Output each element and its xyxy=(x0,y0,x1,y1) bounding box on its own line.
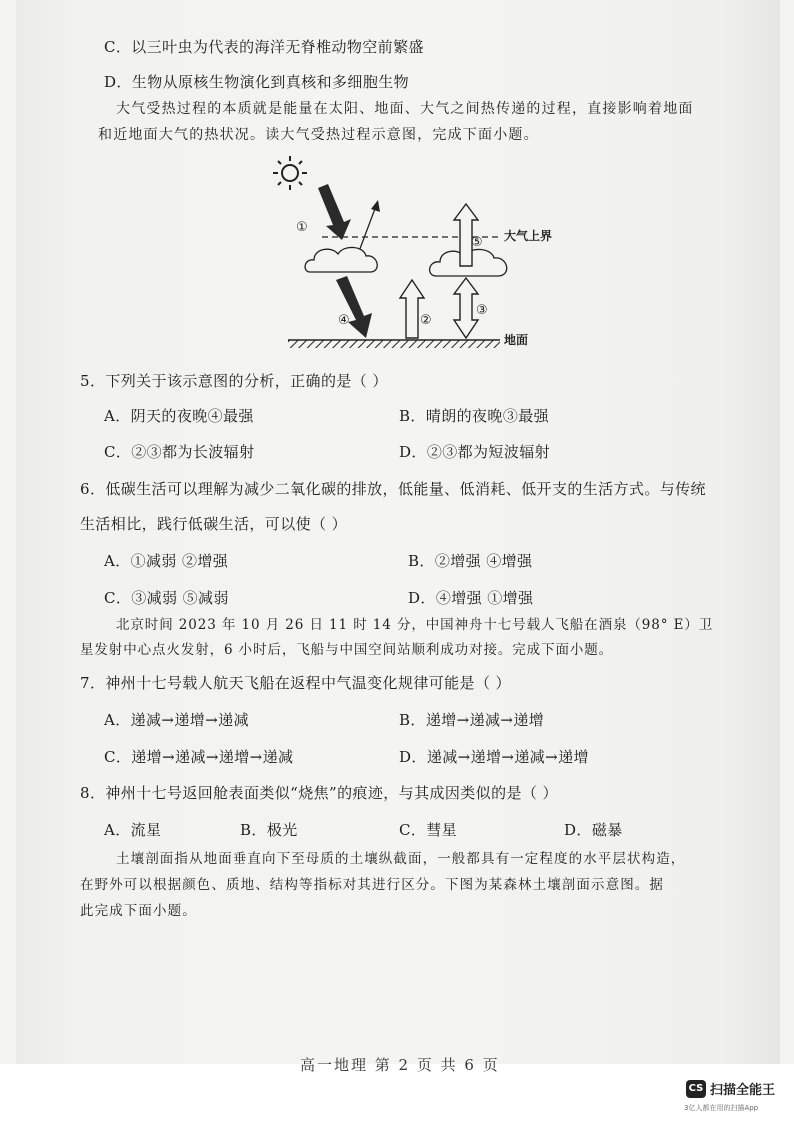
label-2: ② xyxy=(420,313,432,328)
q5-option-a: A．阴天的夜晚④最强 xyxy=(104,407,254,425)
q7-option-a: A．递减→递增→递减 xyxy=(104,711,249,729)
arrow-4-atmospheric-counter-radiation xyxy=(336,276,372,338)
intro2-line2: 星发射中心点火发射，6 小时后，飞船与中国空间站顺利成功对接。完成下面小题。 xyxy=(80,642,614,658)
q5-option-d: D．②③都为短波辐射 xyxy=(399,443,551,461)
page-number: 高一地理 第 2 页 共 6 页 xyxy=(300,1056,500,1074)
q8-option-d: D．磁暴 xyxy=(564,821,623,839)
q5-option-b: B．晴朗的夜晚③最强 xyxy=(399,407,550,425)
atmospheric-heating-diagram xyxy=(252,148,572,358)
intro-paragraph-1 xyxy=(116,96,694,122)
q8-option-c: C．彗星 xyxy=(399,821,458,839)
q5-option-c: C．②③都为长波辐射 xyxy=(104,443,255,461)
label-4: ④ xyxy=(338,313,350,328)
q7-stem: 7．神州十七号载人航天飞船在返程中气温变化规律可能是（ ） xyxy=(80,674,511,692)
q6-stem-line1: 6．低碳生活可以理解为减少二氧化碳的排放，低能量、低消耗、低开支的生活方式。与传统 xyxy=(80,480,706,498)
q8-stem: 8．神州十七号返回舱表面类似“烧焦”的痕迹，与其成因类似的是（ ） xyxy=(80,784,558,802)
label-1: ① xyxy=(296,220,308,235)
label-3: ③ xyxy=(476,303,488,318)
arrow-reflection-head xyxy=(371,200,380,212)
q6-option-c: C．③减弱 ⑤减弱 xyxy=(104,589,229,607)
q7-option-b: B．递增→递减→递增 xyxy=(399,711,545,729)
q6-stem-line2: 生活相比，践行低碳生活，可以使（ ） xyxy=(80,515,347,533)
atmosphere-top-label: 大气上界 xyxy=(504,229,553,243)
q6-option-a: A．①减弱 ②增强 xyxy=(104,552,229,570)
cloud-left xyxy=(305,247,377,272)
ground-hatch xyxy=(288,340,500,348)
exam-page xyxy=(16,0,780,1064)
q4-option-d: D．生物从原核生物演化到真核和多细胞生物 xyxy=(104,73,410,91)
q4-option-c: C．以三叶虫为代表的海洋无脊椎动物空前繁盛 xyxy=(104,38,424,56)
camscanner-tagline: 3亿人都在用的扫描App xyxy=(684,1104,759,1112)
intro3-line3: 此完成下面小题。 xyxy=(80,903,197,919)
label-5: ⑤ xyxy=(471,235,483,250)
arrow-reflection xyxy=(358,206,376,254)
arrow-2-ground-radiation xyxy=(400,280,424,338)
q8-option-b: B．极光 xyxy=(240,821,298,839)
sun-icon xyxy=(273,156,307,190)
arrow-3-exchange-radiation xyxy=(454,278,478,338)
intro3-line1: 土壤剖面指从地面垂直向下至母质的土壤纵截面，一般都具有一定程度的水平层状构造， xyxy=(116,851,686,867)
arrow-1-solar-radiation xyxy=(318,184,351,240)
intro1-line2: 和近地面大气的热状况。读大气受热过程示意图，完成下面小题。 xyxy=(98,127,539,143)
q5-stem: 5．下列关于该示意图的分析，正确的是（ ） xyxy=(80,372,388,390)
intro-paragraph-1-cont xyxy=(98,122,539,148)
intro3-line2: 在野外可以根据颜色、质地、结构等指标对其进行区分。下图为某森林土壤剖面示意图。据 xyxy=(80,877,664,893)
q6-option-b: B．②增强 ④增强 xyxy=(408,552,533,570)
intro2-line1: 北京时间 2023 年 10 月 26 日 11 时 14 分，中国神舟十七号载人飞船在酒泉（98° E）卫 xyxy=(116,617,714,633)
q7-option-d: D．递减→递增→递减→递增 xyxy=(399,748,589,766)
q6-option-d: D．④增强 ①增强 xyxy=(408,589,534,607)
ground-label: 地面 xyxy=(504,333,529,347)
intro1-line1: 大气受热过程的本质就是能量在太阳、地面、大气之间热传递的过程，直接影响着地面 xyxy=(116,101,694,117)
camscanner-name: 扫描全能王 xyxy=(710,1083,776,1098)
camscanner-logo-icon: CS xyxy=(686,1080,706,1098)
q8-option-a: A．流星 xyxy=(104,821,162,839)
q7-option-c: C．递增→递减→递增→递减 xyxy=(104,748,294,766)
